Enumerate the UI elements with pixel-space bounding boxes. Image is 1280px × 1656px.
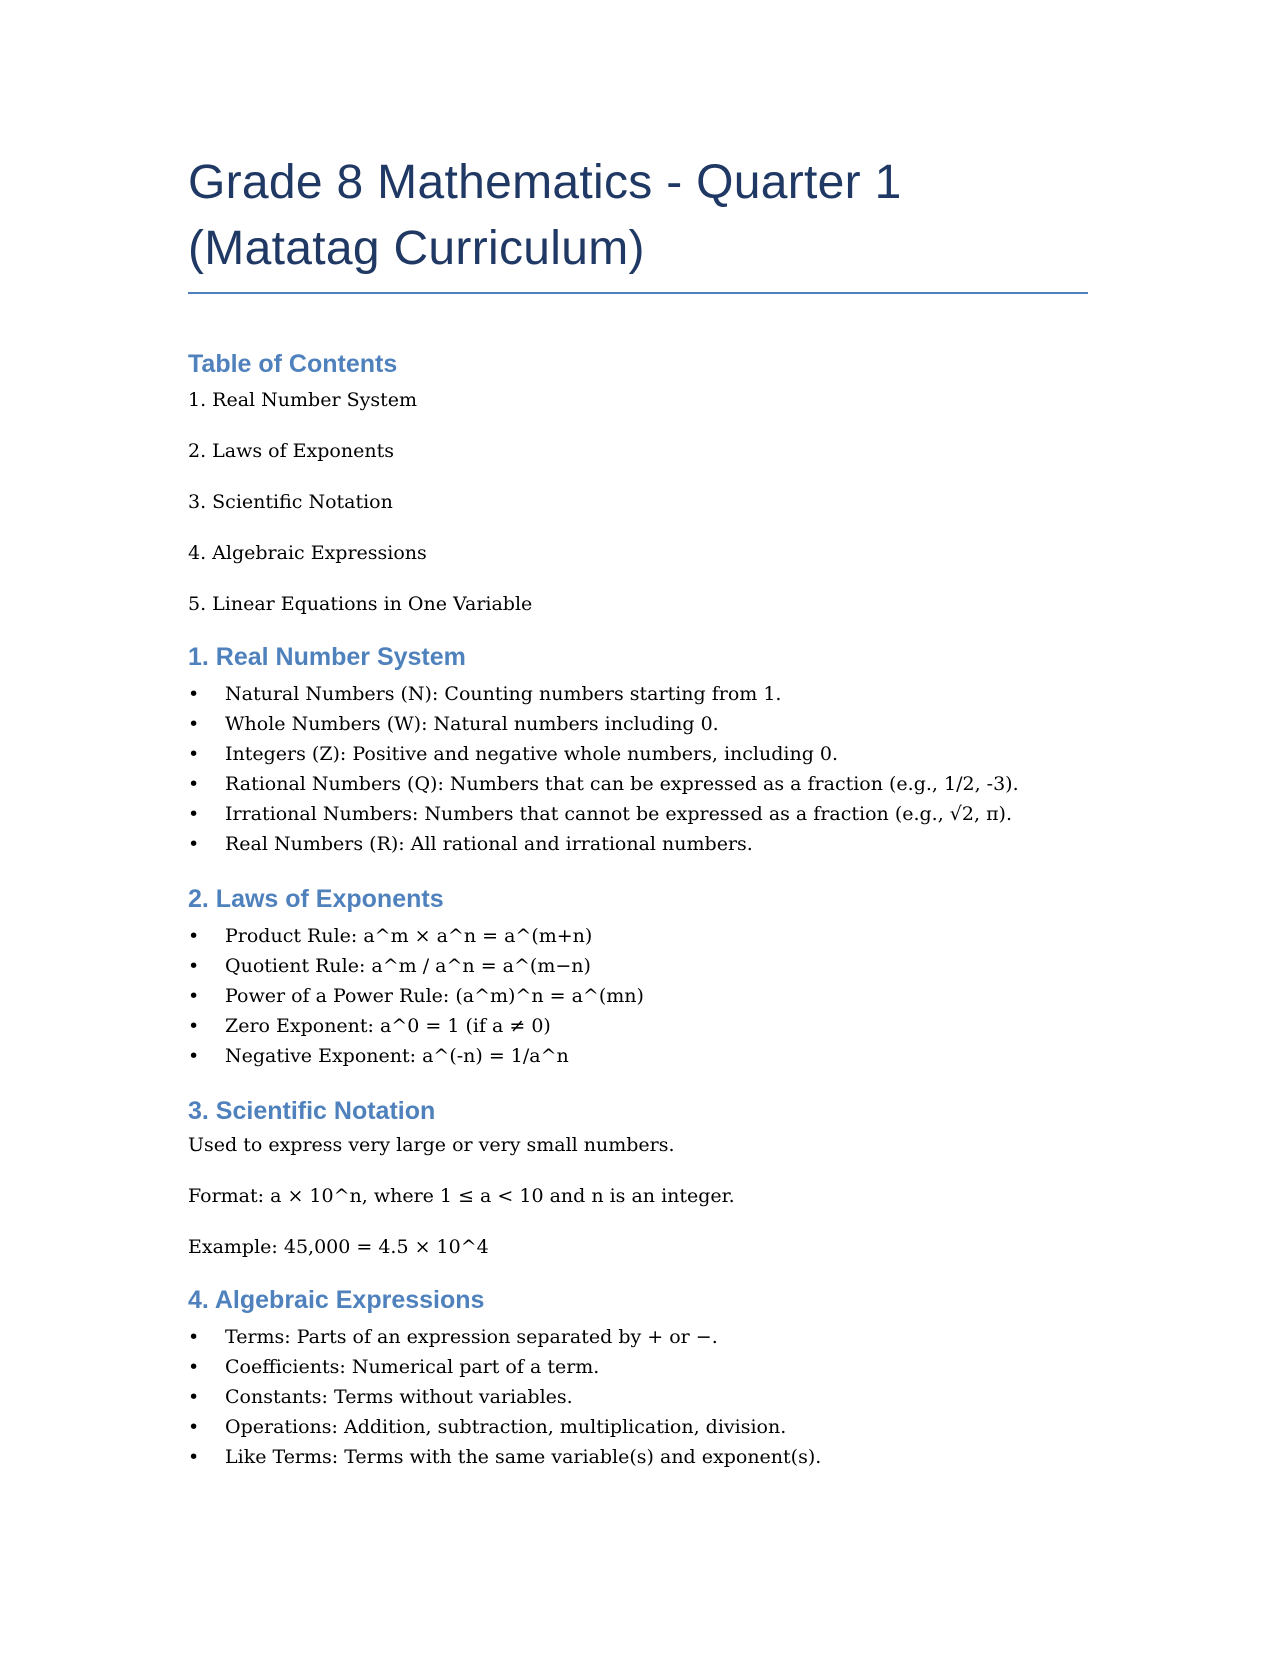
document-page	[188, 150, 1088, 1472]
real-number-list	[188, 679, 1088, 859]
scientific-notation-body	[188, 1133, 1088, 1260]
list-item-text: Integers (Z): Positive and negative whole numbers, including 0.	[225, 743, 839, 765]
bullet-icon: •	[188, 925, 200, 947]
list-item	[188, 1382, 1088, 1412]
list-item-text: Whole Numbers (W): Natural numbers including 0.	[225, 713, 719, 735]
list-item-text: Negative Exponent: a^(-n) = 1/a^n	[225, 1045, 569, 1067]
list-item-text: Rational Numbers (Q): Numbers that can be expressed as a fraction (e.g., 1/2, -3).	[225, 773, 1019, 795]
toc-item: 1. Real Number System	[188, 389, 417, 411]
toc-item: 4. Algebraic Expressions	[188, 542, 427, 564]
bullet-icon: •	[188, 985, 200, 1007]
toc-item: 2. Laws of Exponents	[188, 440, 394, 462]
list-item-text: Power of a Power Rule: (a^m)^n = a^(mn)	[225, 985, 644, 1007]
list-item	[188, 679, 1088, 709]
bullet-icon: •	[188, 1416, 200, 1438]
list-item	[188, 1011, 1088, 1041]
list-item	[188, 921, 1088, 951]
list-item-text: Natural Numbers (N): Counting numbers starting from 1.	[225, 683, 782, 705]
list-item	[188, 1412, 1088, 1442]
list-item	[188, 1442, 1088, 1472]
toc-item: 3. Scientific Notation	[188, 491, 393, 513]
list-item-text: Zero Exponent: a^0 = 1 (if a ≠ 0)	[225, 1015, 551, 1037]
paragraph: Format: a × 10^n, where 1 ≤ a < 10 and n is an integer.	[188, 1185, 735, 1207]
bullet-icon: •	[188, 803, 200, 825]
list-item	[188, 1041, 1088, 1071]
toc-heading: Table of Contents	[188, 350, 398, 378]
list-item-text: Constants: Terms without variables.	[225, 1386, 573, 1408]
bullet-icon: •	[188, 833, 200, 855]
bullet-icon: •	[188, 1326, 200, 1348]
algebraic-expressions-list	[188, 1322, 1088, 1472]
toc-item: 5. Linear Equations in One Variable	[188, 593, 533, 615]
bullet-icon: •	[188, 773, 200, 795]
list-item-text: Irrational Numbers: Numbers that cannot be expressed as a fraction (e.g., √2, π).	[225, 803, 1013, 825]
paragraph: Used to express very large or very small numbers.	[188, 1134, 675, 1156]
list-item-text: Terms: Parts of an expression separated by + or −.	[225, 1326, 718, 1348]
bullet-icon: •	[188, 1356, 200, 1378]
bullet-icon: •	[188, 683, 200, 705]
list-item-text: Operations: Addition, subtraction, multiplication, division.	[225, 1416, 787, 1438]
bullet-icon: •	[188, 743, 200, 765]
list-item	[188, 739, 1088, 769]
list-item-text: Product Rule: a^m × a^n = a^(m+n)	[225, 925, 593, 947]
section-heading-algebraic-expressions: 4. Algebraic Expressions	[188, 1286, 485, 1314]
list-item	[188, 799, 1088, 829]
list-item	[188, 1352, 1088, 1382]
bullet-icon: •	[188, 1015, 200, 1037]
bullet-icon: •	[188, 1386, 200, 1408]
list-item	[188, 951, 1088, 981]
exponent-rules-list	[188, 921, 1088, 1071]
list-item	[188, 709, 1088, 739]
paragraph: Example: 45,000 = 4.5 × 10^4	[188, 1236, 489, 1258]
list-item-text: Quotient Rule: a^m / a^n = a^(m−n)	[225, 955, 591, 977]
bullet-icon: •	[188, 1045, 200, 1067]
document-title: Grade 8 Mathematics - Quarter 1 (Matatag Curriculum)	[188, 150, 1088, 294]
list-item-text: Like Terms: Terms with the same variable(s) and exponent(s).	[225, 1446, 822, 1468]
list-item	[188, 981, 1088, 1011]
list-item	[188, 829, 1088, 859]
list-item	[188, 769, 1088, 799]
section-heading-laws-of-exponents: 2. Laws of Exponents	[188, 885, 444, 913]
list-item-text: Coefficients: Numerical part of a term.	[225, 1356, 600, 1378]
list-item-text: Real Numbers (R): All rational and irrational numbers.	[225, 833, 753, 855]
section-heading-scientific-notation: 3. Scientific Notation	[188, 1097, 436, 1125]
bullet-icon: •	[188, 713, 200, 735]
bullet-icon: •	[188, 1446, 200, 1468]
bullet-icon: •	[188, 955, 200, 977]
section-heading-real-number-system: 1. Real Number System	[188, 643, 466, 671]
table-of-contents	[188, 388, 1088, 617]
list-item	[188, 1322, 1088, 1352]
